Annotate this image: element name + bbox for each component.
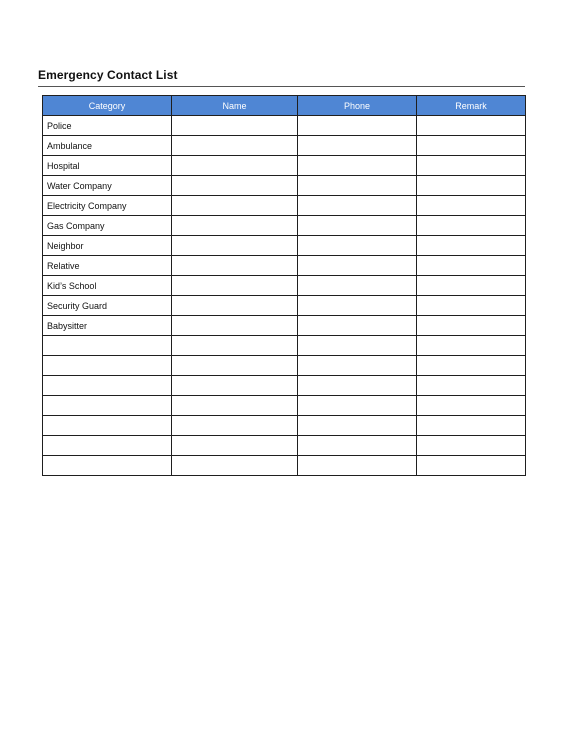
cell-phone[interactable]: [298, 216, 417, 236]
cell-category: [43, 336, 172, 356]
cell-remark[interactable]: [417, 236, 526, 256]
cell-phone[interactable]: [298, 256, 417, 276]
column-header-phone: Phone: [298, 96, 417, 116]
table-row: [43, 316, 526, 336]
cell-phone[interactable]: [298, 296, 417, 316]
cell-name[interactable]: [172, 256, 298, 276]
cell-phone[interactable]: [298, 416, 417, 436]
cell-remark[interactable]: [417, 156, 526, 176]
cell-phone[interactable]: [298, 396, 417, 416]
cell-category: Ambulance: [43, 136, 172, 156]
cell-category: [43, 376, 172, 396]
cell-remark[interactable]: [417, 116, 526, 136]
cell-remark[interactable]: [417, 176, 526, 196]
title-divider: [38, 86, 525, 87]
cell-category: [43, 436, 172, 456]
cell-name[interactable]: [172, 136, 298, 156]
cell-name[interactable]: [172, 156, 298, 176]
cell-name[interactable]: [172, 456, 298, 476]
cell-remark[interactable]: [417, 416, 526, 436]
cell-phone[interactable]: [298, 376, 417, 396]
table-row: [43, 156, 526, 176]
table-header-row: [43, 96, 526, 116]
cell-remark[interactable]: [417, 376, 526, 396]
column-header-category: Category: [43, 96, 172, 116]
cell-name[interactable]: [172, 396, 298, 416]
cell-category: Water Company: [43, 176, 172, 196]
cell-category: Hospital: [43, 156, 172, 176]
cell-name[interactable]: [172, 276, 298, 296]
cell-name[interactable]: [172, 416, 298, 436]
cell-phone[interactable]: [298, 236, 417, 256]
cell-category: [43, 456, 172, 476]
table-row: [43, 176, 526, 196]
cell-phone[interactable]: [298, 316, 417, 336]
cell-phone[interactable]: [298, 196, 417, 216]
table-row: [43, 256, 526, 276]
table-row: [43, 396, 526, 416]
cell-remark[interactable]: [417, 276, 526, 296]
cell-remark[interactable]: [417, 296, 526, 316]
cell-name[interactable]: [172, 316, 298, 336]
cell-phone[interactable]: [298, 116, 417, 136]
cell-category: Police: [43, 116, 172, 136]
cell-remark[interactable]: [417, 316, 526, 336]
table-row: [43, 136, 526, 156]
cell-phone[interactable]: [298, 176, 417, 196]
cell-remark[interactable]: [417, 196, 526, 216]
table-body: [43, 116, 526, 476]
cell-remark[interactable]: [417, 136, 526, 156]
table-row: [43, 236, 526, 256]
cell-phone[interactable]: [298, 276, 417, 296]
cell-name[interactable]: [172, 436, 298, 456]
page-title: Emergency Contact List: [38, 68, 178, 82]
cell-name[interactable]: [172, 176, 298, 196]
cell-name[interactable]: [172, 296, 298, 316]
table-row: [43, 196, 526, 216]
cell-remark[interactable]: [417, 456, 526, 476]
cell-category: [43, 416, 172, 436]
cell-remark[interactable]: [417, 336, 526, 356]
cell-phone[interactable]: [298, 136, 417, 156]
cell-remark[interactable]: [417, 216, 526, 236]
cell-category: Security Guard: [43, 296, 172, 316]
cell-category: Relative: [43, 256, 172, 276]
cell-remark[interactable]: [417, 396, 526, 416]
table-row: [43, 436, 526, 456]
cell-name[interactable]: [172, 236, 298, 256]
cell-category: Gas Company: [43, 216, 172, 236]
table-row: [43, 416, 526, 436]
cell-category: Kid’s School: [43, 276, 172, 296]
cell-category: Neighbor: [43, 236, 172, 256]
cell-remark[interactable]: [417, 436, 526, 456]
cell-remark[interactable]: [417, 356, 526, 376]
cell-name[interactable]: [172, 376, 298, 396]
cell-name[interactable]: [172, 336, 298, 356]
cell-name[interactable]: [172, 196, 298, 216]
column-header-name: Name: [172, 96, 298, 116]
table-row: [43, 116, 526, 136]
column-header-remark: Remark: [417, 96, 526, 116]
cell-name[interactable]: [172, 216, 298, 236]
cell-phone[interactable]: [298, 336, 417, 356]
emergency-contact-table: [42, 95, 526, 476]
table-row: [43, 216, 526, 236]
cell-category: Electricity Company: [43, 196, 172, 216]
cell-name[interactable]: [172, 356, 298, 376]
table-row: [43, 336, 526, 356]
cell-phone[interactable]: [298, 156, 417, 176]
table-row: [43, 356, 526, 376]
cell-name[interactable]: [172, 116, 298, 136]
cell-category: [43, 396, 172, 416]
cell-phone[interactable]: [298, 356, 417, 376]
cell-remark[interactable]: [417, 256, 526, 276]
table-row: [43, 456, 526, 476]
table-row: [43, 296, 526, 316]
cell-category: Babysitter: [43, 316, 172, 336]
cell-phone[interactable]: [298, 456, 417, 476]
table-row: [43, 376, 526, 396]
table-row: [43, 276, 526, 296]
cell-phone[interactable]: [298, 436, 417, 456]
cell-category: [43, 356, 172, 376]
